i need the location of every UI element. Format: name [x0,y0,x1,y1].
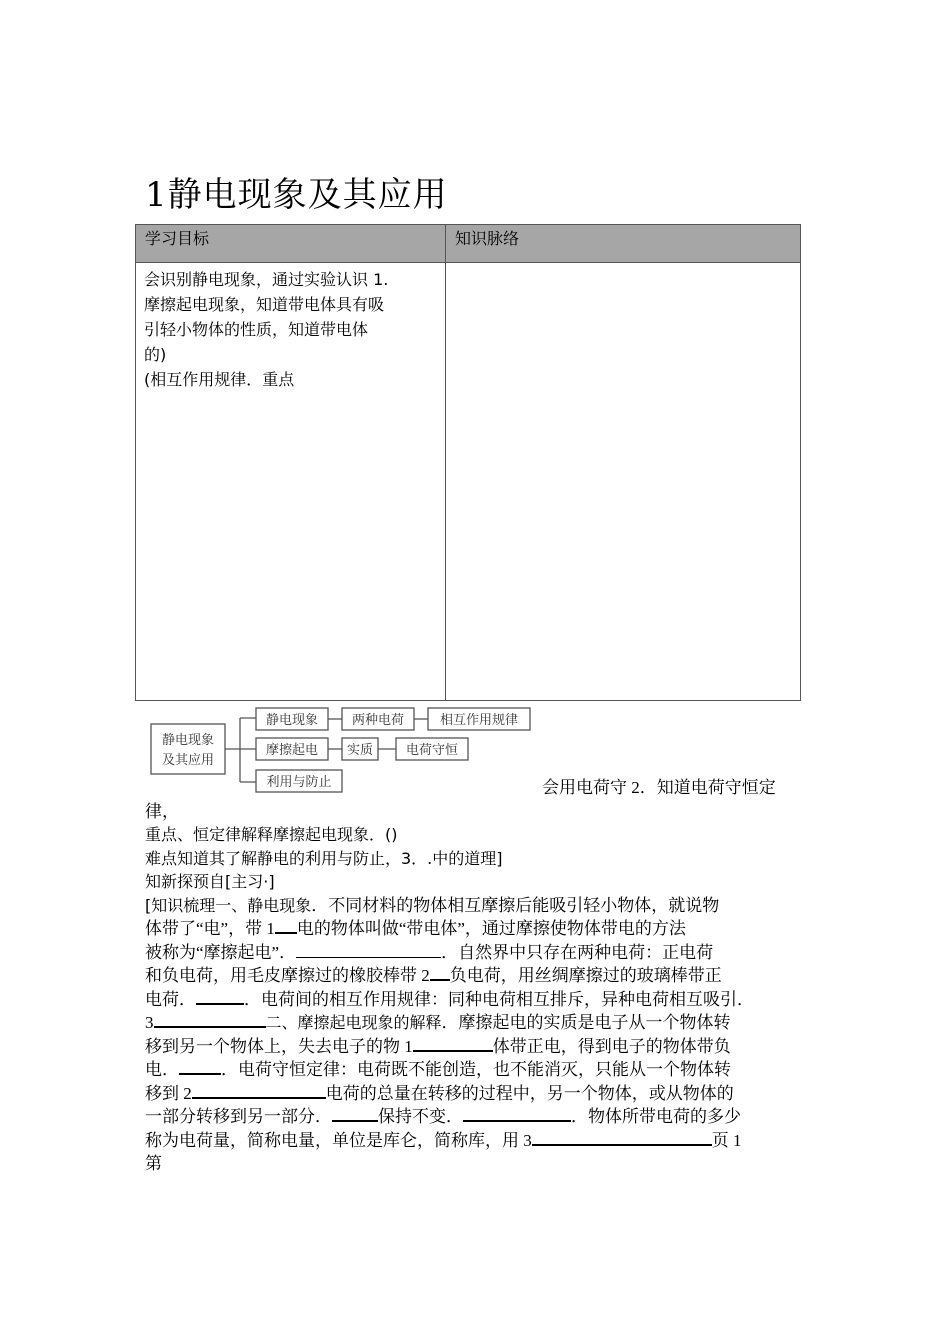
answer-blank[interactable] [430,966,450,981]
body-text-span: 移到另一个物体上，失去电子的物 1 [145,1036,413,1056]
section-heading: 知新探预自[主习·] [145,872,275,891]
body-text-span: 被称为“摩擦起电”． [145,942,297,962]
answer-blank[interactable] [154,1013,266,1028]
goal-line: 的) [144,345,167,364]
goal-line: 引轻小物体的性质，知道带电体 [144,320,369,339]
diagram-root-line2: 及其应用 [161,753,215,768]
answer-blank[interactable] [275,919,297,934]
header-learning-goals: 学习目标 [136,225,446,263]
answer-blank[interactable] [463,1107,571,1122]
diagram-node-conservation: 电荷守恒 [405,743,459,758]
answer-blank[interactable] [413,1037,493,1052]
knowledge-map-cell [446,263,801,701]
body-text-span: 电的物体叫做“带电体”，通过摩擦使物体带电的方法 [296,919,686,938]
diagram-node-friction: 摩擦起电 [265,743,319,758]
body-line: 重点、恒定律解释摩擦起电现象．() [145,825,398,844]
body-text-span: ．电荷守恒定律：电荷既不能创造，也不能消灭，只能从一个物体转 [221,1060,731,1079]
body-text-span: 电荷的总量在转移的过程中，另一个物体，或从物体的 [325,1083,734,1103]
goal-line: (相互作用规律．重点 [144,370,295,389]
goal-line: 摩擦起电现象，知道带电体具有吸 [144,295,385,314]
answer-blank[interactable] [192,1084,326,1099]
learning-goals-cell [136,263,446,701]
answer-blank[interactable] [296,944,441,958]
diagram-node-two-charges: 两种电荷 [351,713,405,728]
body-text-span: ．电荷间的相互作用规律：同种电荷相互排斥，异种电荷相互吸引． [244,989,754,1009]
body-text-span: 电． [145,1060,179,1079]
page-number-text: 页 1 [711,1130,742,1150]
body-text-span: ．摩擦起电的实质是电子从一个物体转 [441,1013,731,1032]
body-text-span: ．物体所带电荷的多少 [571,1107,741,1126]
answer-blank[interactable] [196,990,244,1005]
page-title: 1静电现象及其应用 [145,175,448,215]
body-text-span: 移到 2 [145,1083,192,1103]
body-line: 律， [145,801,179,821]
header-knowledge-map: 知识脉络 [446,225,801,263]
answer-blank[interactable] [532,1131,712,1146]
body-text-span: 和负电荷，用毛皮摩擦过的橡胶棒带 2 [145,966,430,985]
body-text-span: 称为电荷量，简称电量，单位是库仑，简称库，用 3 [145,1130,532,1150]
page-number-text: 第 [145,1154,162,1173]
body-text-span: 3 [145,1013,154,1032]
diagram-node-static: 静电现象 [265,713,319,728]
body-text-span: 电荷． [145,989,196,1009]
body-text-span: 保持不变． [378,1107,463,1126]
body-text-span: 体带正电，得到电子的物体带负 [492,1036,731,1056]
diagram-root-line1: 静电现象 [161,733,215,748]
body-text [145,776,810,1176]
answer-blank[interactable] [179,1060,221,1075]
body-line: 难点知道其了解静电的利用与防止，3．.中的道理] [145,848,503,868]
body-text-span: ．自然界中只存在两种电荷：正电荷 [441,942,714,962]
body-text-span: 负电荷，用丝绸摩擦过的玻璃棒带正 [449,966,722,985]
answer-blank[interactable] [332,1107,378,1122]
section-heading-static: [知识梳理一、静电现象 [145,895,312,915]
body-text-span: 一部分转移到另一部分． [145,1107,332,1126]
body-text-span: 体带了“电”，带 1 [145,919,275,938]
diagram-node-interaction-law: 相互作用规律 [439,713,519,728]
section-heading-friction: 二、摩擦起电现象的解释 [265,1013,442,1032]
diagram-node-essence: 实质 [346,743,374,758]
body-line: 会用电荷守 2．知道电荷守恒定 [542,778,776,797]
goals-table [135,224,801,701]
goal-line: 会识别静电现象，通过实验认识 1. [144,270,389,289]
diagram-node-use-prevent: 利用与防止 [266,775,332,790]
body-text-span: ．不同材料的物体相互摩擦后能吸引轻小物体，就说物 [311,895,720,915]
